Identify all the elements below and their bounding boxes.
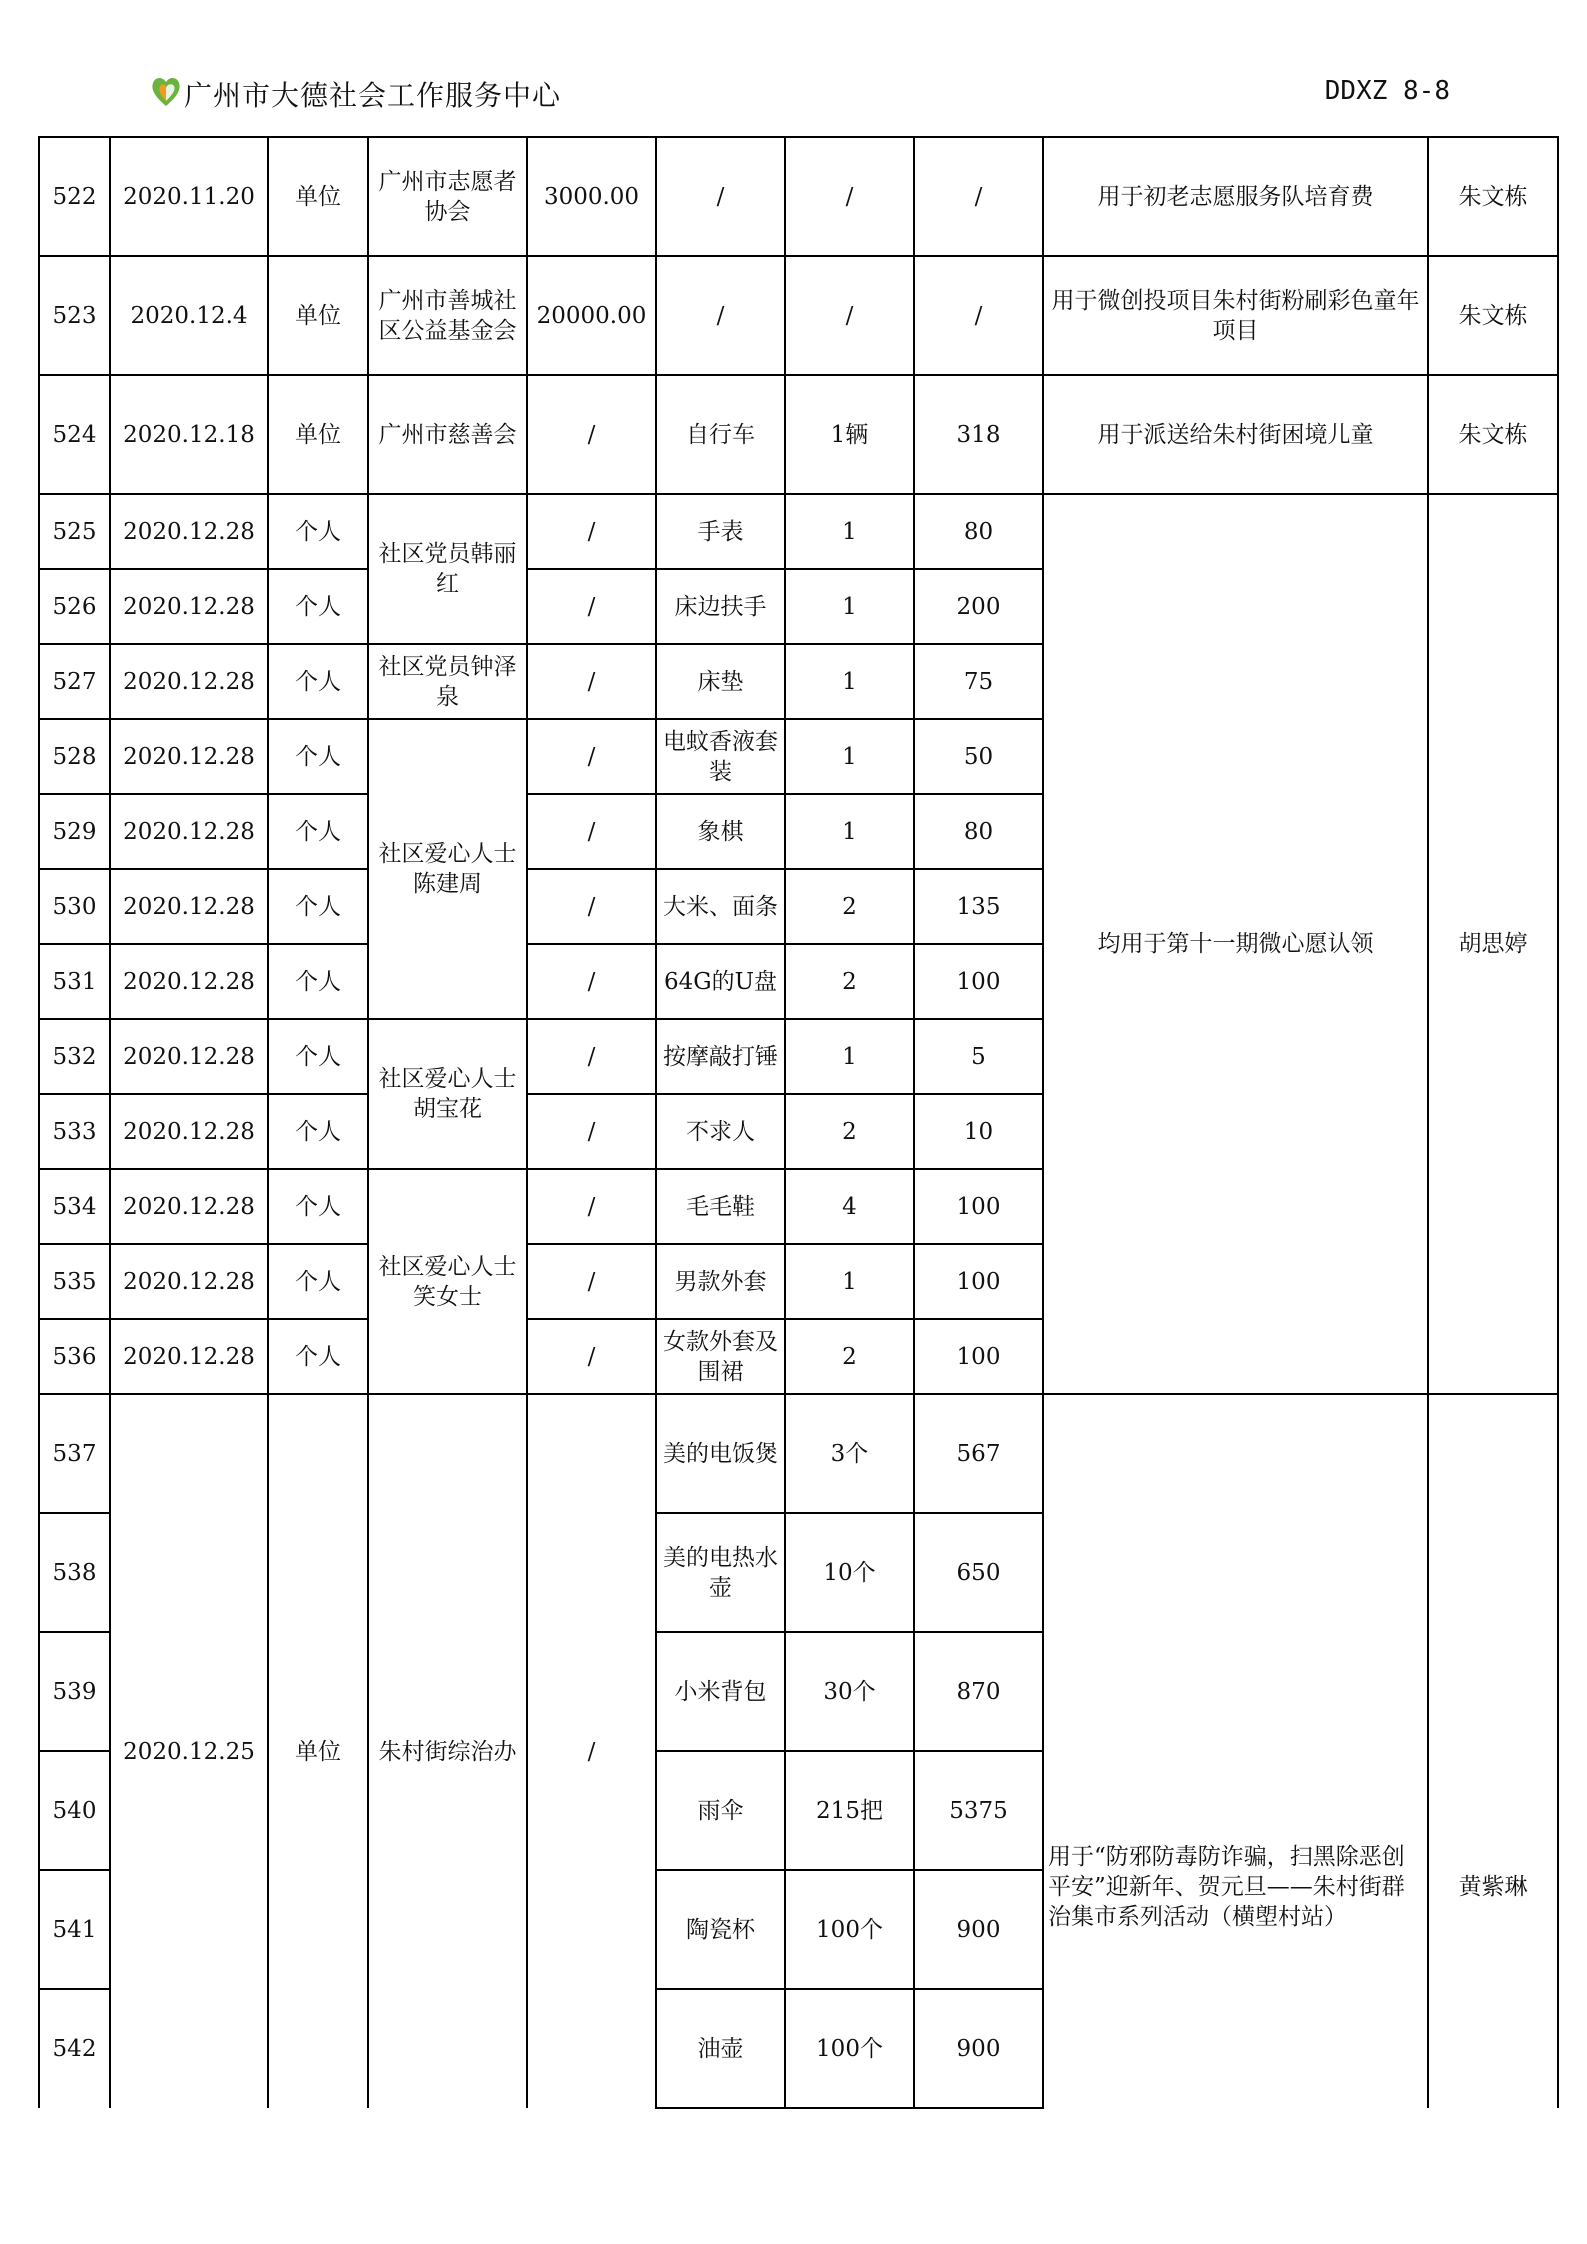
item-quantity: 30个	[785, 1632, 914, 1751]
donor-type: 个人	[268, 1319, 368, 1394]
cash-amount: /	[527, 1394, 656, 2108]
item-quantity: 1辆	[785, 375, 914, 494]
item-value: 10	[914, 1094, 1043, 1169]
item-name: 毛毛鞋	[656, 1169, 785, 1244]
cash-amount: /	[527, 1169, 656, 1244]
item-value: 100	[914, 944, 1043, 1019]
item-name: 象棋	[656, 794, 785, 869]
item-name: 美的电饭煲	[656, 1394, 785, 1513]
row-number: 537	[39, 1394, 110, 1513]
cash-amount: /	[527, 794, 656, 869]
item-name: 床垫	[656, 644, 785, 719]
row-number: 536	[39, 1319, 110, 1394]
donor-name: 社区爱心人士胡宝花	[368, 1019, 527, 1169]
donor-type: 个人	[268, 644, 368, 719]
item-quantity: 10个	[785, 1513, 914, 1632]
item-name: 雨伞	[656, 1751, 785, 1870]
item-value: 100	[914, 1169, 1043, 1244]
row-number: 539	[39, 1632, 110, 1751]
donation-date: 2020.12.28	[110, 1244, 268, 1319]
row-number: 533	[39, 1094, 110, 1169]
item-value: 75	[914, 644, 1043, 719]
cash-amount: /	[527, 1019, 656, 1094]
cash-amount: /	[527, 1094, 656, 1169]
handler: 黄紫琳	[1428, 1394, 1558, 2108]
cash-amount: /	[527, 494, 656, 569]
handler: 朱文栋	[1428, 137, 1558, 256]
item-name: 美的电热水壶	[656, 1513, 785, 1632]
row-number: 527	[39, 644, 110, 719]
item-name: 大米、面条	[656, 869, 785, 944]
donation-date: 2020.12.28	[110, 869, 268, 944]
usage: 用于“防邪防毒防诈骗，扫黑除恶创平安”迎新年、贺元旦——朱村街群治集市系列活动（横塱村站）	[1043, 1394, 1428, 2108]
item-value: 5375	[914, 1751, 1043, 1870]
row-number: 531	[39, 944, 110, 1019]
row-number: 529	[39, 794, 110, 869]
donation-date: 2020.12.28	[110, 794, 268, 869]
item-quantity: 2	[785, 1094, 914, 1169]
row-number: 525	[39, 494, 110, 569]
item-value: 100	[914, 1244, 1043, 1319]
donation-date: 2020.12.18	[110, 375, 268, 494]
donation-date: 2020.12.4	[110, 256, 268, 375]
cash-amount: /	[527, 1319, 656, 1394]
donor-type: 单位	[268, 137, 368, 256]
donor-type: 个人	[268, 1244, 368, 1319]
donor-type: 个人	[268, 944, 368, 1019]
item-quantity: 2	[785, 944, 914, 1019]
donation-date: 2020.12.28	[110, 569, 268, 644]
item-quantity: 1	[785, 494, 914, 569]
item-value: 50	[914, 719, 1043, 794]
row-number: 541	[39, 1870, 110, 1989]
usage: 用于派送给朱村街困境儿童	[1043, 375, 1428, 494]
table-row	[39, 1394, 1558, 1513]
donation-date: 2020.12.28	[110, 1094, 268, 1169]
heart-leaf-icon	[150, 74, 182, 108]
donor-type: 单位	[268, 1394, 368, 2108]
usage: 用于初老志愿服务队培育费	[1043, 137, 1428, 256]
item-name: 64G的U盘	[656, 944, 785, 1019]
item-quantity: /	[785, 256, 914, 375]
item-quantity: 1	[785, 1019, 914, 1094]
item-name: 按摩敲打锤	[656, 1019, 785, 1094]
item-quantity: 2	[785, 1319, 914, 1394]
donation-date: 2020.12.28	[110, 644, 268, 719]
donor-type: 个人	[268, 794, 368, 869]
handler: 朱文栋	[1428, 375, 1558, 494]
item-name: 自行车	[656, 375, 785, 494]
item-value: 80	[914, 794, 1043, 869]
item-value: 318	[914, 375, 1043, 494]
donation-date: 2020.12.25	[110, 1394, 268, 2108]
donor-name: 广州市志愿者协会	[368, 137, 527, 256]
row-number: 530	[39, 869, 110, 944]
item-value: 80	[914, 494, 1043, 569]
organization-name: 广州市大德社会工作服务中心	[184, 79, 562, 112]
row-number: 535	[39, 1244, 110, 1319]
item-quantity: 1	[785, 719, 914, 794]
item-name: 小米背包	[656, 1632, 785, 1751]
table-row	[39, 494, 1558, 569]
item-value: 900	[914, 1989, 1043, 2108]
item-value: 200	[914, 569, 1043, 644]
item-value: /	[914, 256, 1043, 375]
donor-name: 社区党员韩丽红	[368, 494, 527, 644]
document-code: DDXZ 8-8	[1324, 76, 1450, 106]
cash-amount: 20000.00	[527, 256, 656, 375]
item-quantity: 100个	[785, 1989, 914, 2108]
handler: 朱文栋	[1428, 256, 1558, 375]
donation-date: 2020.12.28	[110, 494, 268, 569]
donor-name: 广州市慈善会	[368, 375, 527, 494]
donor-name: 广州市善城社区公益基金会	[368, 256, 527, 375]
donor-type: 个人	[268, 1094, 368, 1169]
row-number: 522	[39, 137, 110, 256]
cash-amount: /	[527, 569, 656, 644]
cash-amount: 3000.00	[527, 137, 656, 256]
donor-type: 单位	[268, 256, 368, 375]
row-number: 526	[39, 569, 110, 644]
item-quantity: 1	[785, 644, 914, 719]
cash-amount: /	[527, 644, 656, 719]
item-value: 650	[914, 1513, 1043, 1632]
item-quantity: 4	[785, 1169, 914, 1244]
cash-amount: /	[527, 719, 656, 794]
item-name: /	[656, 137, 785, 256]
item-name: 陶瓷杯	[656, 1870, 785, 1989]
item-name: /	[656, 256, 785, 375]
item-value: 135	[914, 869, 1043, 944]
item-name: 女款外套及围裙	[656, 1319, 785, 1394]
usage: 用于微创投项目朱村街粉刷彩色童年项目	[1043, 256, 1428, 375]
item-quantity: 100个	[785, 1870, 914, 1989]
donor-type: 个人	[268, 1019, 368, 1094]
item-value: /	[914, 137, 1043, 256]
item-quantity: 215把	[785, 1751, 914, 1870]
row-number: 532	[39, 1019, 110, 1094]
cash-amount: /	[527, 375, 656, 494]
cash-amount: /	[527, 1244, 656, 1319]
item-name: 电蚊香液套装	[656, 719, 785, 794]
table-row	[39, 256, 1558, 375]
item-quantity: 3个	[785, 1394, 914, 1513]
usage: 均用于第十一期微心愿认领	[1043, 494, 1428, 1394]
item-value: 5	[914, 1019, 1043, 1094]
row-number: 538	[39, 1513, 110, 1632]
table-row	[39, 137, 1558, 256]
donation-date: 2020.12.28	[110, 1019, 268, 1094]
donor-name: 社区爱心人士笑女士	[368, 1169, 527, 1394]
item-quantity: 1	[785, 1244, 914, 1319]
donation-date: 2020.12.28	[110, 944, 268, 1019]
donor-name: 社区爱心人士陈建周	[368, 719, 527, 1019]
row-number: 542	[39, 1989, 110, 2108]
cash-amount: /	[527, 869, 656, 944]
donation-date: 2020.12.28	[110, 719, 268, 794]
item-name: 男款外套	[656, 1244, 785, 1319]
donor-type: 个人	[268, 869, 368, 944]
item-name: 油壶	[656, 1989, 785, 2108]
row-number: 524	[39, 375, 110, 494]
item-name: 手表	[656, 494, 785, 569]
item-value: 567	[914, 1394, 1043, 1513]
item-name: 不求人	[656, 1094, 785, 1169]
row-number: 534	[39, 1169, 110, 1244]
page-header	[150, 70, 1450, 110]
row-number: 540	[39, 1751, 110, 1870]
donor-type: 个人	[268, 719, 368, 794]
item-value: 870	[914, 1632, 1043, 1751]
donor-type: 个人	[268, 1169, 368, 1244]
donor-type: 单位	[268, 375, 368, 494]
donation-date: 2020.12.28	[110, 1319, 268, 1394]
item-name: 床边扶手	[656, 569, 785, 644]
handler: 胡思婷	[1428, 494, 1558, 1394]
item-quantity: 1	[785, 794, 914, 869]
donor-type: 个人	[268, 494, 368, 569]
item-value: 900	[914, 1870, 1043, 1989]
cash-amount: /	[527, 944, 656, 1019]
table-row	[39, 375, 1558, 494]
row-number: 528	[39, 719, 110, 794]
item-value: 100	[914, 1319, 1043, 1394]
item-quantity: 1	[785, 569, 914, 644]
item-quantity: 2	[785, 869, 914, 944]
donation-date: 2020.11.20	[110, 137, 268, 256]
donor-name: 朱村街综治办	[368, 1394, 527, 2108]
donation-table	[38, 136, 1559, 2109]
donation-date: 2020.12.28	[110, 1169, 268, 1244]
row-number: 523	[39, 256, 110, 375]
item-quantity: /	[785, 137, 914, 256]
donor-name: 社区党员钟泽泉	[368, 644, 527, 719]
donor-type: 个人	[268, 569, 368, 644]
